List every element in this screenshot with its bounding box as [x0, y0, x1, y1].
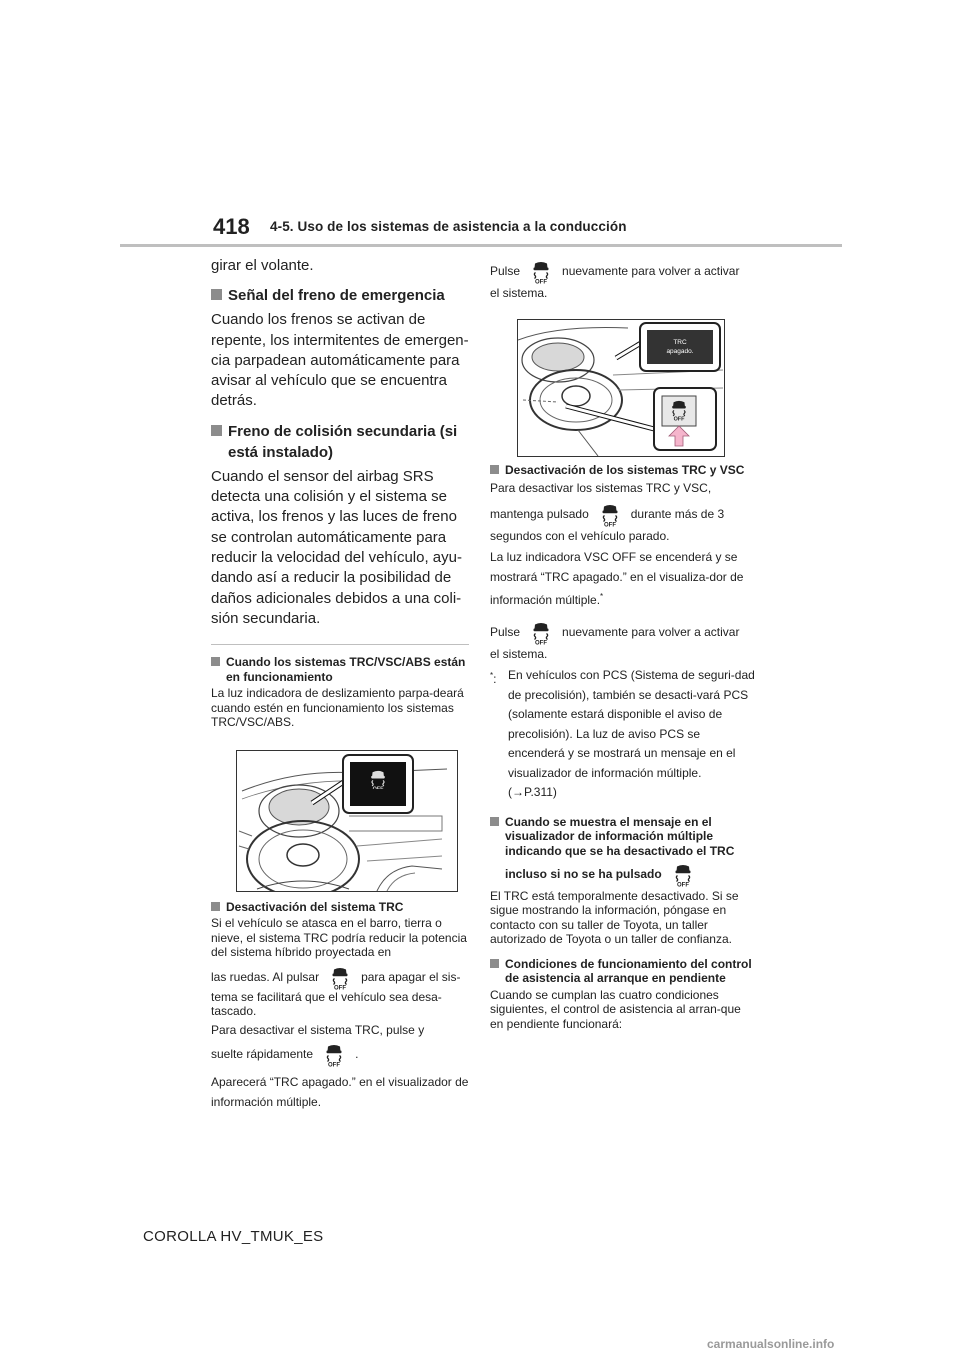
text: nuevamente para volver a activar — [562, 624, 740, 639]
heading-secondary-collision-brake — [211, 421, 469, 463]
intro-text: girar el volante. — [211, 257, 314, 274]
paragraph: Para desactivar los sistemas TRC y VSC, — [490, 481, 712, 495]
text: mantenga pulsado — [490, 506, 589, 521]
paragraph: La luz indicadora de deslizamiento parpa-deará cuando estén en funcionamiento los sistemas TRC/VSC/ABS. — [211, 686, 464, 730]
bullet-square-icon — [211, 425, 222, 436]
paragraph — [490, 548, 755, 611]
bullet-square-icon — [211, 902, 220, 911]
paragraph: Cuando los frenos se activan de repente, los intermitentes de emergen-cia parpadean automáticamente para avisar al vehículo que se encuentra detrás. — [211, 311, 469, 410]
header-rule — [120, 244, 842, 247]
text: las ruedas. Al pulsar — [211, 969, 320, 984]
bullet-square-icon — [490, 959, 499, 968]
page-number: 418 — [213, 214, 250, 239]
heading-trc-vsc-deactivation — [490, 463, 755, 478]
text: durante más de 3 — [630, 506, 725, 521]
heading-text: Cuando los sistemas TRC/VSC/ABS están en funcionamiento — [226, 655, 466, 684]
bullet-square-icon — [490, 817, 499, 826]
text: Pulse — [490, 624, 521, 639]
figure-dashboard-slip-indicator — [236, 750, 458, 892]
figure-dashboard-trc-off — [517, 319, 725, 457]
paragraph-with-icon — [490, 260, 755, 284]
footnote-marker: * — [600, 592, 604, 601]
watermark: carmanualsonline.info — [707, 1337, 835, 1351]
heading-text: Freno de colisión secundaria (si está instalado) — [228, 422, 458, 461]
paragraph-with-icon — [490, 503, 755, 527]
heading-text: incluso si no se ha pulsado — [505, 867, 662, 881]
section-divider — [211, 644, 469, 645]
vsc-off-icon — [329, 966, 351, 990]
vsc-off-icon — [323, 1043, 345, 1067]
heading-trc-vsc-abs-operating — [211, 655, 469, 684]
heading-trc-deactivation — [211, 900, 469, 915]
trc-screen-line2: apagado. — [666, 347, 694, 355]
section-title: 4-5. Uso de los sistemas de asistencia a la conducción — [270, 219, 627, 234]
paragraph: el sistema. — [490, 646, 548, 661]
footnote-marker: *: — [490, 671, 497, 686]
heading-hill-start-assist — [490, 957, 755, 986]
vsc-off-icon — [530, 260, 552, 284]
text: nuevamente para volver a activar — [562, 264, 740, 279]
footnote-text: En vehículos con PCS (Sistema de seguri-dad de precolisión), también se desacti-vará PCS (solamente estará disponible el aviso de precolisión). La luz de aviso PCS se encenderá y se mostrará un mensaje en el visualizador de información múltiple. — [508, 668, 755, 780]
bullet-square-icon — [211, 657, 220, 666]
paragraph: El TRC está temporalmente desactivado. Si se sigue mostrando la información, póngase en contacto con su taller de Toyota, un taller autorizado de Toyota o un taller de confianza. — [490, 888, 739, 947]
vsc-off-icon — [599, 503, 621, 527]
paragraph: Cuando el sensor del airbag SRS detecta una colisión y el sistema se activa, los frenos y las luces de freno se controlan automáticamente para reducir la velocidad del vehículo, ayu-dando así a reducir la posibilidad de daños adicionales debidos a una coli-sión secundaria. — [211, 467, 462, 627]
right-column — [490, 260, 755, 1035]
paragraph: tema se facilitará que el vehículo sea desa-tascado. — [211, 989, 442, 1019]
heading-emergency-brake-signal — [211, 285, 469, 306]
left-column — [211, 256, 469, 1112]
text: para apagar el sis- — [361, 969, 461, 984]
heading-text: Señal del freno de emergencia — [228, 287, 445, 305]
footnote-ref: (→P.311) — [508, 785, 557, 799]
heading-text: Desactivación del sistema TRC — [226, 899, 404, 914]
trc-screen-line1: TRC — [673, 338, 687, 346]
text: Pulse — [490, 264, 521, 279]
paragraph: Si el vehículo se atasca en el barro, tierra o nieve, el sistema TRC podría reducir la potencia del sistema híbrido proyectada en — [211, 916, 467, 960]
paragraph: Cuando se cumplan las cuatro condiciones siguientes, el control de asistencia al arran-que en pendiente funcionará: — [490, 987, 741, 1031]
text: suelte rápidamente — [211, 1047, 314, 1062]
paragraph: segundos con el vehículo parado. — [490, 528, 670, 543]
vsc-off-icon — [530, 621, 552, 645]
bullet-square-icon — [490, 465, 499, 474]
footer-model: COROLLA HV_TMUK_ES — [143, 1228, 324, 1245]
footnote — [490, 666, 755, 803]
heading-text: Cuando se muestra el mensaje en el visualizador de información múltiple indicando que se ha desactivado el TRC — [505, 814, 735, 858]
paragraph-with-icon — [490, 621, 755, 645]
paragraph: el sistema. — [490, 286, 548, 300]
bullet-square-icon — [211, 289, 222, 300]
dashboard-illustration — [518, 320, 724, 456]
paragraph: Aparecerá “TRC apagado.” en el visualizador de información múltiple. — [211, 1075, 469, 1109]
heading-trc-message-shown — [490, 815, 755, 859]
vsc-off-icon — [672, 863, 694, 887]
dashboard-illustration — [237, 751, 457, 891]
text: La luz indicadora VSC OFF se encenderá y se mostrará “TRC apagado.” en el visualiza-dor de información múltiple. — [490, 550, 744, 607]
paragraph-with-icon — [211, 966, 469, 990]
heading-text: Condiciones de funcionamiento del control de asistencia al arranque en pendiente — [505, 956, 752, 986]
heading-trc-message-shown-cont — [490, 862, 755, 887]
heading-text: Desactivación de los sistemas TRC y VSC — [505, 462, 745, 477]
text: . — [355, 1047, 359, 1062]
paragraph: Para desactivar el sistema TRC, pulse y — [211, 1022, 425, 1037]
paragraph-with-icon — [211, 1043, 469, 1067]
